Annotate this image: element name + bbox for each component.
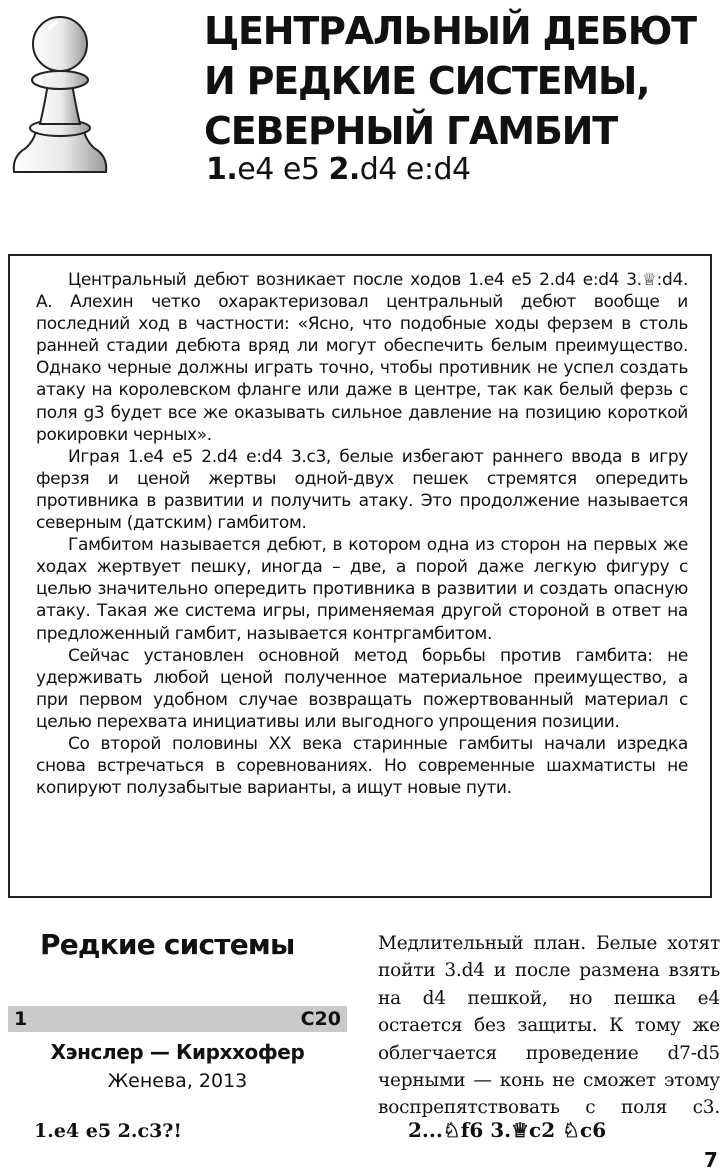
game-moves-left: 1.e4 e5 2.c3?! (34, 1120, 182, 1142)
game-venue: Женева, 2013 (107, 1070, 248, 1092)
intro-box (8, 254, 712, 898)
game-moves-right: 2...♘f6 3.♕c2 ♘c6 (408, 1118, 607, 1142)
chapter-title-line: И РЕДКИЕ СИСТЕМЫ, (204, 59, 650, 103)
intro-paragraph: Со второй половины XX века старинные гамбиты начали изредка снова встречаться в соревнованиях. Но современные шахматисты не копируют полузабытые варианты, а ищут новые пути. (36, 733, 688, 799)
page-number: 7 (704, 1148, 718, 1172)
move-number: 2. (328, 152, 360, 187)
chapter-moves (206, 152, 471, 188)
chapter-title-line: СЕВЕРНЫЙ ГАМБИТ (204, 109, 617, 153)
intro-paragraph: Играя 1.e4 e5 2.d4 e:d4 3.c3, белые избегают раннего ввода в игру ферзя и ценой жертвы одной-двух пешек стремятся опередить противника в развитии и получить атаку. Это продолжение называется северным (датским) гамбитом. (36, 446, 688, 534)
move-number: 1. (206, 152, 238, 187)
intro-paragraph: Сейчас установлен основной метод борьбы против гамбита: не удерживать любой ценой полученное материальное преимущество, а при первом удобном случае возвращать пожертвованный материал с целью перехвата инициативы или выгодного упрощения позиции. (36, 645, 688, 732)
game-players: Хэнслер — Кирххофер (50, 1040, 305, 1064)
intro-paragraph: Гамбитом называется дебют, в котором одна из сторон на первых же ходах жертвует пешку, иногда – две, а порой даже легкую фигуру с целью значительно опередить противника в развитии и создать опасную атаку. Такая же система игры, применяемая другой стороной в ответ на предложенный гамбит, называется контргамбитом. (36, 535, 688, 644)
chapter-title-line: ЦЕНТРАЛЬНЫЙ ДЕБЮТ (204, 9, 696, 53)
chapter-title (204, 6, 719, 156)
intro-paragraph: Центральный дебют возникает после ходов 1.e4 e5 2.d4 e:d4 3.♕:d4. А. Алехин четко охарактеризовал центральный дебют вообще и последний ход в частности: «Ясно, что подобные ходы ферзем в столь ранней стадии дебюта вряд ли могут обеспечить белым преимущество. Однако черные должны играть точно, чтобы противник не успел создать атаку на королевском фланге или даже в центре, так как белый ферзь с поля g3 будет все же оказывать сильное давление на позицию короткой рокировки черных». (36, 270, 688, 445)
move-text: e4 e5 (237, 152, 329, 187)
section-title: Редкие системы (40, 928, 295, 961)
pawn-icon (6, 8, 114, 180)
move-text: d4 e:d4 (359, 152, 471, 187)
game-number: 1 (14, 1008, 28, 1030)
game-comment: Медлительный план. Белые хотят пойти 3.d4 и после размена взять на d4 пешкой, но пешка e4 остается без защиты. К тому же облегчается проведение d7-d5 черными — конь не сможет этому воспрепятствовать с поля c3. (378, 933, 720, 1119)
game-header-bar (8, 1006, 347, 1032)
eco-code: C20 (300, 1008, 341, 1030)
